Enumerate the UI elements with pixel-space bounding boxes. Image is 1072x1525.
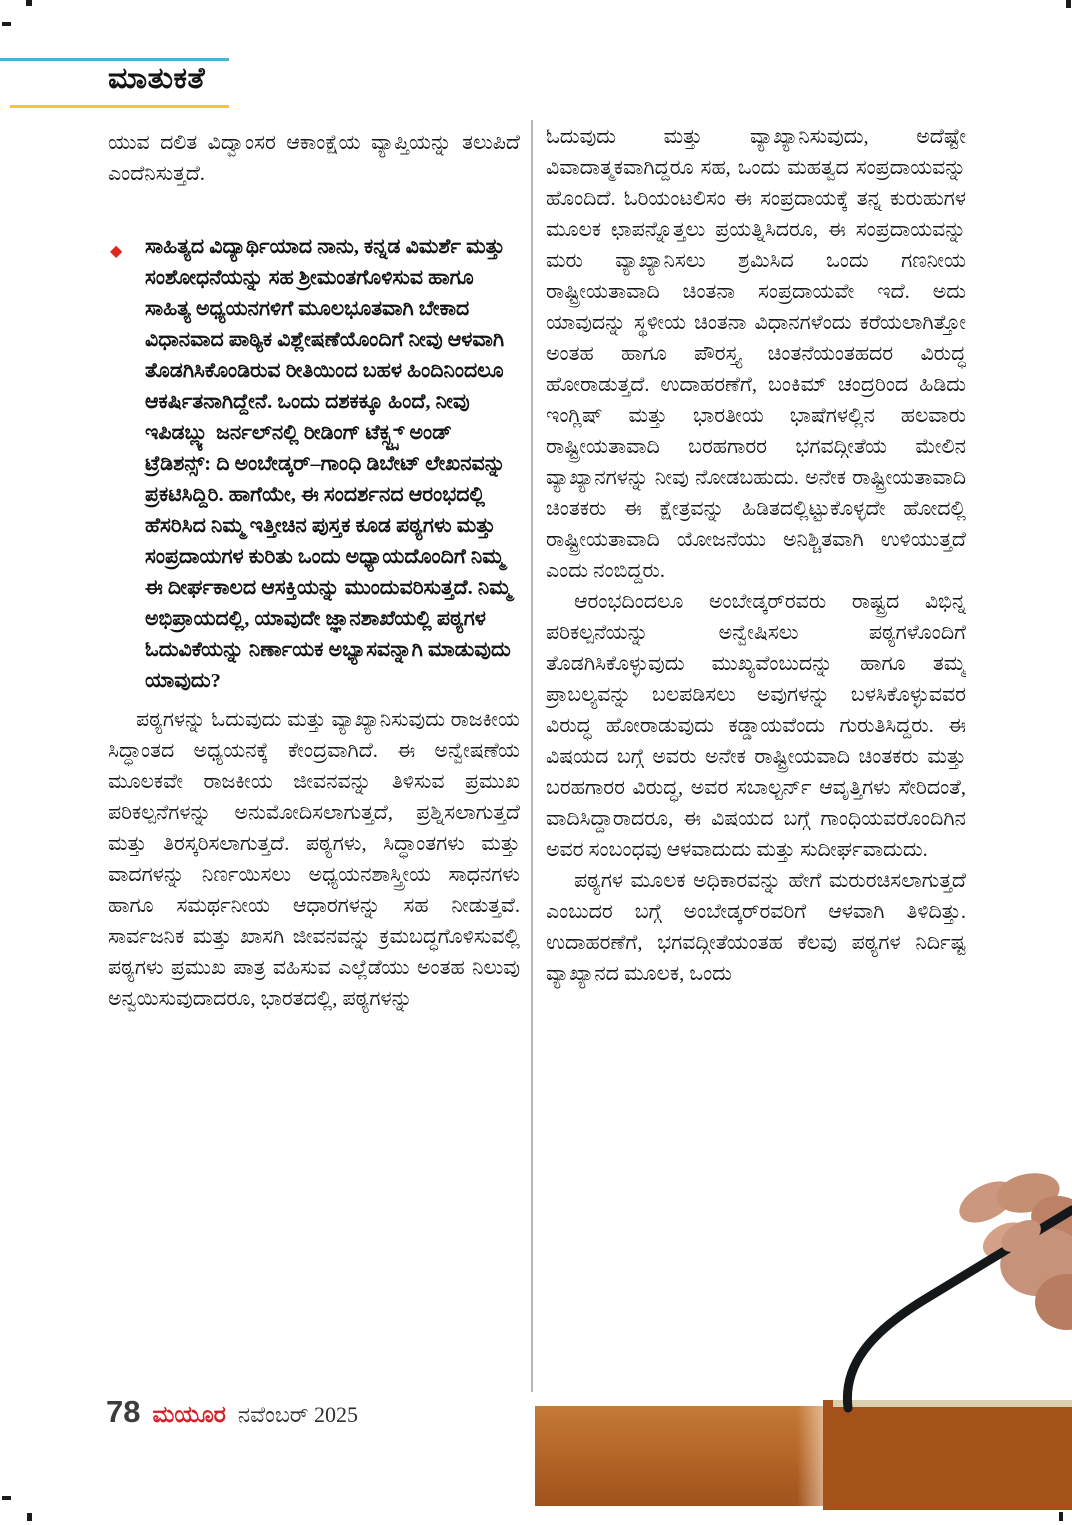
crop-mark-bottom-left-tick — [27, 1513, 32, 1521]
answer-paragraph-part3: ಆರಂಭದಿಂದಲೂ ಅಂಬೇಡ್ಕರ್‌ರವರು ರಾಷ್ಟ್ರದ ವಿಭಿನ್ನ ಪರಿಕಲ್ಪನೆಯನ್ನು ಅನ್ವೇಷಿಸಲು ಪಠ್ಯಗಳೊಂದಿಗೆ ತೊಡಗಿಸಿಕೊಳ್ಳುವುದು ಮುಖ್ಯವೆಂಬುದನ್ನು ಹಾಗೂ ತಮ್ಮ ಪ್ರಾಬಲ್ಯವನ್ನು ಬಲಪಡಿಸಲು ಅವುಗಳನ್ನು ಬಳಸಿಕೊಳ್ಳುವವರ ವಿರುದ್ಧ ಹೋರಾಡುವುದು ಕಡ್ಡಾಯವೆಂದು ಗುರುತಿಸಿದ್ದರು. ಈ ವಿಷಯದ ಬಗ್ಗೆ ಅವರು ಅನೇಕ ರಾಷ್ಟ್ರೀಯವಾದಿ ಚಿಂತಕರು ಮತ್ತು ಬರಹಗಾರರ ವಿರುದ್ಧ, ಅವರ ಸಬಾಲ್ಟರ್ನ್ ಆವೃತ್ತಿಗಳು ಸೇರಿದಂತೆ, ವಾದಿಸಿದ್ದಾರಾದರೂ, ಈ ವಿಷಯದ ಬಗ್ಗೆ ಗಾಂಧಿಯವರೊಂದಿಗಿನ ಅವರ ಸಂಬಂಧವು ಆಳವಾದುದು ಮತ್ತು ಸುದೀರ್ಘವಾದುದು. — [546, 591, 966, 861]
finger-over-boom — [995, 1213, 1046, 1258]
text-wrap-spacer — [890, 959, 966, 990]
crop-mark-bottom-left-dash — [2, 1496, 11, 1500]
text-wrap-spacer — [800, 1021, 966, 1052]
question-text: ಸಾಹಿತ್ಯದ ವಿದ್ಯಾರ್ಥಿಯಾದ ನಾನು, ಕನ್ನಡ ವಿಮರ್ಶೆ ಮತ್ತು ಸಂಶೋಧನೆಯನ್ನು ಸಹ ಶ್ರೀಮಂತಗೊಳಿಸುವ ಹಾಗೂ ಸಾಹಿತ್ಯ ಅಧ್ಯಯನಗಳಿಗೆ ಮೂಲಭೂತವಾಗಿ ಬೇಕಾದ ವಿಧಾನವಾದ ಪಾಠ್ಯಿಕ ವಿಶ್ಲೇಷಣೆಯೊಂದಿಗೆ ನೀವು ಆಳವಾಗಿ ತೊಡಗಿಸಿಕೊಂಡಿರುವ ರೀತಿಯಿಂದ ಬಹಳ ಹಿಂದಿನಿಂದಲೂ ಆಕರ್ಷಿತನಾಗಿದ್ದೇನೆ. ಒಂದು ದಶಕಕ್ಕೂ ಹಿಂದೆ, ನೀವು ಇಪಿಡಬ್ಲ್ಯು ಜರ್ನಲ್‌ನಲ್ಲಿ ರೀಡಿಂಗ್ ಟೆಕ್ಸ್ಟ್ಸ್ ಅಂಡ್ ಟ್ರೆಡಿಶನ್ಸ್: ದಿ ಅಂಬೇಡ್ಕರ್–ಗಾಂಧಿ ಡಿಬೇಟ್ ಲೇಖನವನ್ನು ಪ್ರಕಟಿಸಿದ್ದಿರಿ. ಹಾಗೆಯೇ, ಈ ಸಂದರ್ಶನದ ಆರಂಭದಲ್ಲಿ ಹೆಸರಿಸಿದ ನಿಮ್ಮ ಇತ್ತೀಚಿನ ಪುಸ್ತಕ ಕೂಡ ಪಠ್ಯಗಳು ಮತ್ತು ಸಂಪ್ರದಾಯಗಳ ಕುರಿತು ಒಂದು ಅಧ್ಯಾಯದೊಂದಿಗೆ ನಿಮ್ಮ ಈ ದೀರ್ಘಕಾಲದ ಆಸಕ್ತಿಯನ್ನು ಮುಂದುವರಿಸುತ್ತದೆ. ನಿಮ್ಮ ಅಭಿಪ್ರಾಯದಲ್ಲಿ, ಯಾವುದೇ ಜ್ಞಾನಶಾಖೆಯಲ್ಲಿ ಪಠ್ಯಗಳ ಓದುವಿಕೆಯನ್ನು ನಿರ್ಣಾಯಕ ಅಭ್ಯಾಸವನ್ನಾಗಿ ಮಾಡುವುದು ಯಾವುದು? — [145, 236, 512, 692]
answer-paragraph-part2: ಓದುವುದು ಮತ್ತು ವ್ಯಾಖ್ಯಾನಿಸುವುದು, ಅದೆಷ್ಟೇ ವಿವಾದಾತ್ಮಕವಾಗಿದ್ದರೂ ಸಹ, ಒಂದು ಮಹತ್ವದ ಸಂಪ್ರದಾಯವನ್ನು ಹೊಂದಿದೆ. ಓರಿಯಂಟಲಿಸಂ ಈ ಸಂಪ್ರದಾಯಕ್ಕೆ ತನ್ನ ಕುರುಹುಗಳ ಮೂಲಕ ಛಾಪನ್ನೊತ್ತಲು ಪ್ರಯತ್ನಿಸಿದರೂ, ಈ ಸಂಪ್ರದಾಯವನ್ನು ಮರು ವ್ಯಾಖ್ಯಾನಿಸಲು ಶ್ರಮಿಸಿದ ಒಂದು ಗಣನೀಯ ರಾಷ್ಟ್ರೀಯತಾವಾದಿ ಚಿಂತನಾ ಸಂಪ್ರದಾಯವೇ ಇದೆ. ಅದು ಯಾವುದನ್ನು ಸ್ಥಳೀಯ ಚಿಂತನಾ ವಿಧಾನಗಳೆಂದು ಕರೆಯಲಾಗಿತ್ತೋ ಅಂತಹ ಹಾಗೂ ಪೌರಸ್ತ್ಯ ಚಿಂತನೆಯಂತಹದರ ವಿರುದ್ಧ ಹೋರಾಡುತ್ತದೆ. ಉದಾಹರಣೆಗೆ, ಬಂಕಿಮ್ ಚಂದ್ರರಿಂದ ಹಿಡಿದು ಇಂಗ್ಲಿಷ್ ಮತ್ತು ಭಾರತೀಯ ಭಾಷೆಗಳಲ್ಲಿನ ಹಲವಾರು ರಾಷ್ಟ್ರೀಯತಾವಾದಿ ಬರಹಗಾರರ ಭಗವದ್ಗೀತೆಯ ಮೇಲಿನ ವ್ಯಾಖ್ಯಾನಗಳನ್ನು ನೀವು ನೋಡಬಹುದು. ಅನೇಕ ರಾಷ್ಟ್ರೀಯತಾವಾದಿ ಚಿಂತಕರು ಈ ಕ್ಷೇತ್ರವನ್ನು ಹಿಡಿತದಲ್ಲಿಟ್ಟುಕೊಳ್ಳದೇ ಹೋದಲ್ಲಿ ರಾಷ್ಟ್ರೀಯತಾವಾದಿ ಯೋಜನೆಯು ಅನಿಶ್ಚಿತವಾಗಿ ಉಳಿಯುತ್ತದೆ ಎಂದು ನಂಬಿದ್ದರು. — [546, 126, 966, 582]
section-title: ಮಾತುಕತೆ — [108, 62, 206, 95]
text-wrap-spacer — [850, 990, 966, 1021]
podium-wood-right-panel — [823, 1400, 1072, 1510]
answer-paragraph-part4 — [546, 866, 966, 990]
magazine-name: ಮಯೂರ — [152, 1402, 226, 1427]
right-column — [546, 122, 966, 1394]
hand — [953, 1168, 1072, 1330]
page-footer — [106, 1394, 358, 1430]
answer-paragraph-part4-text: ಪಠ್ಯಗಳ ಮೂಲಕ ಅಧಿಕಾರವನ್ನು ಹೇಗೆ ಮರುರಚಿಸಲಾಗುತ್ತದೆ ಎಂಬುದರ ಬಗ್ಗೆ ಅಂಬೇಡ್ಕರ್‌ರವರಿಗೆ ಆಳವಾಗಿ ತಿಳಿದಿತ್ತು. ಉದಾಹರಣೆಗೆ, ಭಗವದ್ಗೀತೆಯಂತಹ ಕೆಲವು ಪಠ್ಯಗಳ ನಿರ್ದಿಷ್ಟ ವ್ಯಾಖ್ಯಾನದ ಮೂಲಕ, ಒಂದು — [546, 870, 966, 985]
podium-wood-left-panel — [535, 1406, 823, 1506]
crop-mark-top-right-tick — [1066, 0, 1071, 8]
column-divider-rule — [531, 120, 533, 1392]
left-column — [108, 128, 520, 1390]
answer-paragraph-part1: ಪಠ್ಯಗಳನ್ನು ಓದುವುದು ಮತ್ತು ವ್ಯಾಖ್ಯಾನಿಸುವುದು ರಾಜಕೀಯ ಸಿದ್ಧಾಂತದ ಅಧ್ಯಯನಕ್ಕೆ ಕೇಂದ್ರವಾಗಿದೆ. ಈ ಅನ್ವೇಷಣೆಯ ಮೂಲಕವೇ ರಾಜಕೀಯ ಜೀವನವನ್ನು ತಿಳಿಸುವ ಪ್ರಮುಖ ಪರಿಕಲ್ಪನೆಗಳನ್ನು ಅನುಮೋದಿಸಲಾಗುತ್ತದೆ, ಪ್ರಶ್ನಿಸಲಾಗುತ್ತದೆ ಮತ್ತು ತಿರಸ್ಕರಿಸಲಾಗುತ್ತದೆ. ಪಠ್ಯಗಳು, ಸಿದ್ಧಾಂತಗಳು ಮತ್ತು ವಾದಗಳನ್ನು ನಿರ್ಣಯಿಸಲು ಅಧ್ಯಯನಶಾಸ್ತ್ರೀಯ ಸಾಧನಗಳು ಹಾಗೂ ಸಮರ್ಥನೀಯ ಆಧಾರಗಳನ್ನು ಸಹ ನೀಡುತ್ತವೆ. ಸಾರ್ವಜನಿಕ ಮತ್ತು ಖಾಸಗಿ ಜೀವನವನ್ನು ಕ್ರಮಬದ್ಧಗೊಳಿಸುವಲ್ಲಿ ಪಠ್ಯಗಳು ಪ್ರಮುಖ ಪಾತ್ರ ವಹಿಸುವ ಎಲ್ಲೆಡೆಯು ಅಂತಹ ನಿಲುವು ಅನ್ವಯಿಸುವುದಾದರೂ, ಭಾರತದಲ್ಲಿ, ಪಠ್ಯಗಳನ್ನು — [108, 709, 520, 1010]
interview-question — [108, 232, 520, 697]
page-number: 78 — [106, 1394, 141, 1429]
crop-mark-top-left-dash — [2, 22, 11, 26]
issue-date: ನವೆಂಬರ್ 2025 — [237, 1402, 358, 1427]
crop-mark-bottom-right-tick — [1059, 1512, 1063, 1521]
diamond-bullet-icon: ◆ — [110, 243, 123, 260]
intro-paragraph: ಯುವ ದಲಿತ ವಿದ್ವಾಂಸರ ಆಕಾಂಕ್ಷೆಯ ವ್ಯಾಪ್ತಿಯನ್ನು ತಲುಪಿದೆ ಎಂದೆನಿಸುತ್ತದೆ. — [108, 132, 520, 185]
crop-mark-top-left-tick — [26, 0, 32, 6]
yellow-rule — [10, 105, 229, 108]
